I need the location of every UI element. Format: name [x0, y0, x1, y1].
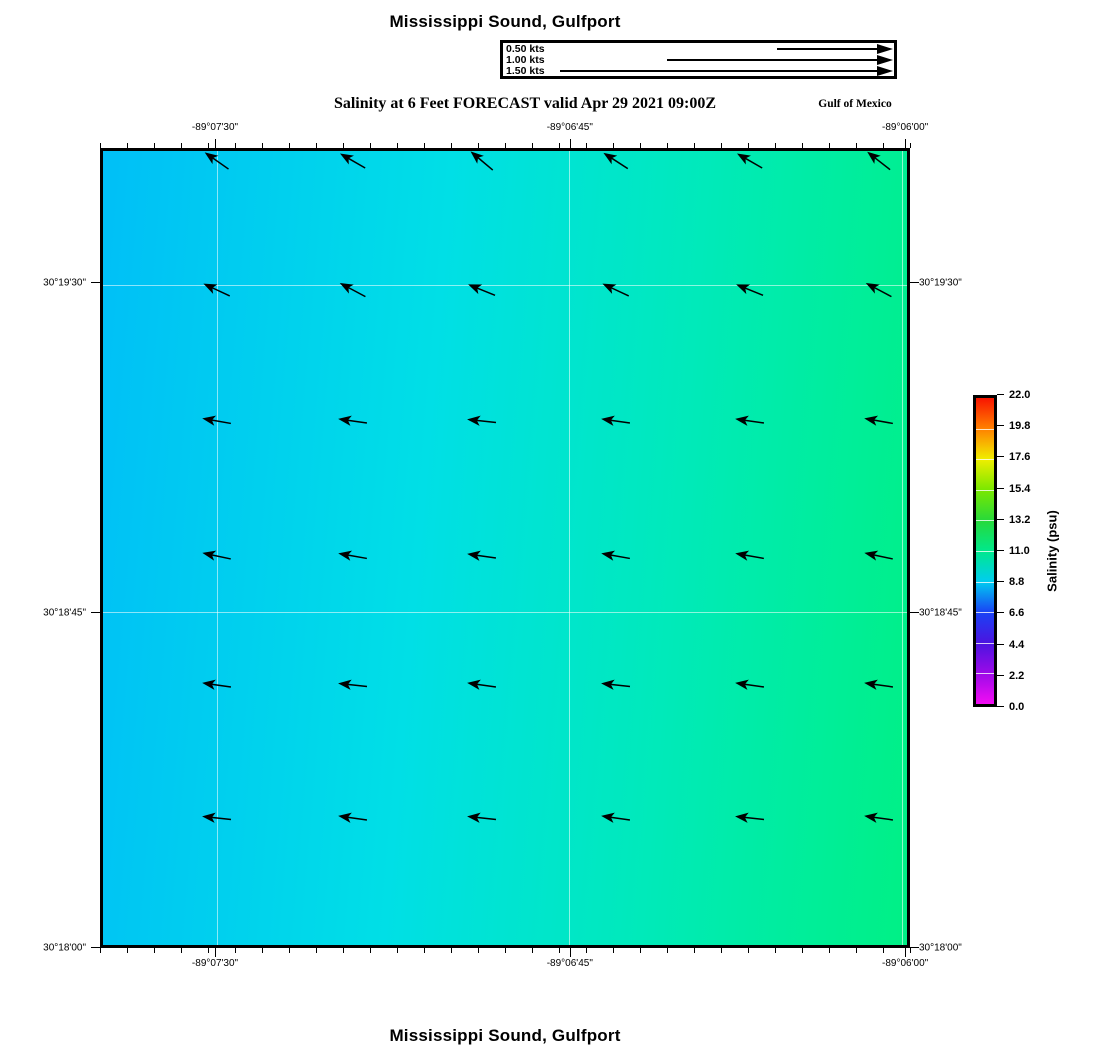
arrowhead-icon: [863, 548, 878, 561]
axis-minor-tick: [748, 948, 749, 953]
latitude-tick-label: 30°18'00": [919, 942, 962, 954]
colorbar-tick-label: 8.8: [1009, 576, 1025, 589]
arrowhead-icon: [600, 548, 615, 560]
longitude-tick-label: -89°06'00": [882, 958, 929, 969]
current-vector-arrow: [337, 809, 369, 827]
axis-minor-tick: [289, 948, 290, 953]
colorbar-tick: [997, 394, 1004, 395]
longitude-tick-label: -89°07'30": [191, 958, 239, 969]
axis-major-tick: [570, 948, 571, 957]
longitude-tick-label: -89°07'30": [191, 122, 239, 133]
current-vector-arrow: [600, 546, 632, 565]
grid-line: [902, 151, 903, 945]
axis-minor-tick: [883, 948, 884, 953]
colorbar-separator: [976, 459, 994, 460]
legend-row: [503, 54, 894, 65]
axis-minor-tick: [208, 948, 209, 953]
axis-major-tick: [910, 612, 919, 613]
arrow-tail: [610, 684, 630, 686]
arrow-tail: [212, 420, 231, 423]
axis-major-tick: [91, 947, 100, 948]
current-vector-arrow: [337, 412, 369, 430]
arrow-tail: [477, 684, 496, 687]
current-vector-arrow: [600, 412, 632, 430]
latitude-labels-left: [0, 148, 88, 954]
current-vector-arrow: [202, 809, 233, 826]
arrow-tail: [610, 817, 629, 820]
arrow-tail: [873, 555, 892, 559]
axis-major-tick: [215, 948, 216, 957]
axis-minor-tick: [235, 948, 236, 953]
colorbar-tick-label: 0.0: [1009, 701, 1025, 713]
colorbar-tick: [997, 488, 1004, 489]
colorbar-separator: [976, 429, 994, 430]
current-vector-arrow: [201, 546, 233, 566]
colorbar-tick-label: 19.8: [1009, 420, 1031, 433]
colorbar-separator: [976, 520, 994, 521]
current-vector-arrow: [201, 676, 233, 694]
current-vector-arrow: [863, 411, 895, 430]
arrow-tail: [212, 555, 231, 559]
colorbar-tick: [997, 550, 1004, 551]
axis-minor-tick: [478, 948, 479, 953]
arrowhead-icon: [735, 149, 752, 164]
axis-minor-tick: [532, 948, 533, 953]
axis-major-tick: [910, 282, 919, 283]
arrowhead-icon: [202, 148, 219, 164]
arrow-tail: [348, 287, 365, 296]
axis-minor-tick: [586, 948, 587, 953]
longitude-tick-label: -89°06'00": [882, 122, 929, 133]
axis-minor-tick: [181, 948, 182, 953]
y-axis-ticks-left: [91, 148, 100, 948]
current-vector-arrow: [337, 277, 370, 303]
colorbar-separator: [976, 643, 994, 644]
colorbar-tick: [997, 425, 1004, 426]
legend-arrow-line: [667, 59, 881, 61]
current-vector-arrow: [201, 411, 233, 430]
arrowhead-icon: [337, 811, 351, 823]
arrow-tail: [477, 420, 497, 422]
legend-speed-label: 1.50 kts: [506, 64, 545, 77]
axis-minor-tick: [397, 948, 398, 953]
legend-row: [503, 65, 894, 76]
colorbar-tick-label: 6.6: [1009, 607, 1025, 620]
colorbar-separator: [976, 551, 994, 552]
colorbar-tick: [997, 612, 1004, 613]
axis-minor-tick: [829, 948, 830, 953]
grid-line: [569, 151, 570, 945]
arrow-tail: [610, 420, 629, 423]
current-speed-legend: [500, 40, 897, 79]
arrow-tail: [610, 555, 629, 558]
current-vector-arrow: [863, 809, 895, 827]
axis-minor-tick: [775, 948, 776, 953]
colorbar-tick: [997, 456, 1004, 457]
axis-minor-tick: [451, 948, 452, 953]
colorbar-tick-label: 22.0: [1009, 389, 1031, 401]
arrow-tail: [347, 420, 366, 423]
arrowhead-icon: [467, 678, 481, 690]
arrow-tail: [477, 817, 497, 819]
axis-minor-tick: [856, 948, 857, 953]
colorbar-separator: [976, 612, 994, 613]
arrow-tail: [477, 555, 496, 558]
arrow-tail: [611, 288, 629, 296]
latitude-tick-label: 30°19'30": [919, 277, 962, 289]
arrow-tail: [347, 684, 367, 686]
arrowhead-icon: [735, 414, 749, 426]
current-vector-arrow: [862, 277, 895, 303]
colorbar-tick-label: 2.2: [1009, 669, 1025, 682]
arrow-tail: [873, 817, 892, 820]
arrowhead-icon: [601, 148, 618, 164]
arrowhead-icon: [337, 278, 353, 293]
plot-subtitle: Salinity at 6 Feet FORECAST valid Apr 29 2021 09:00Z: [333, 95, 717, 112]
axis-major-tick: [905, 948, 906, 957]
arrow-tail: [874, 157, 890, 169]
colorbar-tick-label: 17.6: [1009, 451, 1031, 464]
current-vector-arrow: [600, 148, 633, 175]
grid-line: [103, 612, 907, 613]
axis-minor-tick: [262, 948, 263, 953]
legend-arrow-line: [777, 48, 881, 50]
colorbar-tick: [997, 519, 1004, 520]
latitude-tick-label: 30°18'45": [43, 607, 86, 619]
arrow-tail: [745, 158, 762, 168]
current-vector-arrow: [467, 809, 498, 826]
arrow-tail: [212, 817, 232, 819]
arrow-tail: [478, 157, 493, 170]
page-title: Mississippi Sound, Gulfport: [389, 12, 621, 31]
arrow-tail: [745, 684, 764, 687]
axis-minor-tick: [640, 948, 641, 953]
axis-minor-tick: [667, 948, 668, 953]
colorbar-tick-label: 4.4: [1009, 638, 1025, 651]
axis-major-tick: [91, 282, 100, 283]
axis-major-tick: [905, 139, 906, 148]
axis-minor-tick: [613, 948, 614, 953]
arrow-tail: [745, 555, 764, 558]
legend-speed-label: 1.00 kts: [506, 53, 545, 66]
longitude-tick-label: -89°06'45": [546, 958, 593, 969]
arrow-tail: [347, 555, 366, 558]
colorbar-tick-label: 15.4: [1009, 482, 1031, 495]
longitude-labels-top: [100, 122, 929, 136]
arrowhead-icon: [201, 413, 216, 425]
current-vector-arrow: [734, 148, 767, 174]
colorbar-ticks: [997, 395, 1005, 707]
axis-minor-tick: [721, 948, 722, 953]
current-vector-arrow: [467, 412, 498, 429]
axis-minor-tick: [559, 948, 560, 953]
arrowhead-icon: [735, 548, 750, 560]
arrow-tail: [745, 288, 763, 295]
latitude-tick-label: 30°18'45": [919, 607, 962, 619]
axis-minor-tick: [505, 948, 506, 953]
colorbar-tick-labels: [1009, 389, 1049, 713]
current-vector-arrow: [734, 278, 767, 302]
arrow-tail: [212, 684, 231, 687]
arrowhead-icon: [735, 678, 749, 690]
current-vector-arrow: [337, 546, 369, 565]
arrowhead-icon: [201, 548, 216, 561]
colorbar-tick: [997, 675, 1004, 676]
current-vector-arrow: [735, 809, 766, 826]
arrow-tail: [611, 158, 628, 169]
current-vector-arrow: [863, 546, 895, 566]
legend-arrow-line: [560, 70, 881, 72]
arrowhead-icon: [201, 279, 217, 294]
arrowhead-icon: [600, 279, 616, 294]
colorbar-title: Salinity (psu): [1044, 510, 1060, 592]
arrowhead-icon: [337, 149, 354, 164]
legend-arrowhead-icon: [877, 55, 893, 65]
axis-minor-tick: [370, 948, 371, 953]
grid-line: [103, 945, 907, 946]
current-vector-arrow: [734, 412, 766, 430]
current-vector-arrow: [600, 809, 632, 827]
arrow-tail: [745, 420, 764, 423]
colorbar-tick-label: 11.0: [1009, 545, 1030, 557]
arrowhead-icon: [467, 280, 483, 294]
basin-label: Gulf of Mexico: [818, 98, 892, 110]
current-vector-arrow: [467, 676, 499, 694]
current-vector-arrow: [863, 148, 895, 176]
arrow-tail: [213, 158, 229, 169]
axis-minor-tick: [802, 948, 803, 953]
axis-minor-tick: [343, 948, 344, 953]
current-vector-arrow: [466, 148, 498, 176]
arrow-tail: [347, 817, 366, 820]
arrow-tail: [212, 288, 230, 296]
arrowhead-icon: [734, 280, 750, 294]
axis-minor-tick: [316, 948, 317, 953]
axis-minor-tick: [910, 948, 911, 953]
current-vector-arrow: [600, 676, 631, 693]
current-vector-arrow: [734, 676, 766, 694]
arrowhead-icon: [864, 148, 881, 164]
colorbar-separator: [976, 673, 994, 674]
footer-title: Mississippi Sound, Gulfport: [389, 1026, 621, 1045]
current-vector-arrow: [466, 278, 499, 302]
axis-major-tick: [910, 947, 919, 948]
arrowhead-icon: [337, 414, 351, 426]
current-vector-arrow: [599, 277, 632, 302]
current-vector-arrow: [734, 546, 766, 565]
colorbar-separator: [976, 490, 994, 491]
arrow-tail: [477, 288, 495, 295]
axis-major-tick: [570, 139, 571, 148]
current-vector-arrow: [337, 676, 368, 693]
arrow-tail: [348, 158, 365, 168]
x-axis-ticks-bottom: [100, 948, 910, 957]
legend-arrowhead-icon: [877, 44, 893, 54]
arrow-tail: [745, 817, 765, 819]
latitude-tick-label: 30°18'00": [43, 942, 86, 954]
salinity-colorbar: [973, 395, 997, 707]
legend-speed-label: 0.50 kts: [506, 42, 545, 55]
arrowhead-icon: [863, 278, 879, 293]
longitude-labels-bottom: [100, 958, 929, 972]
arrow-tail: [873, 684, 892, 687]
longitude-tick-label: -89°06'45": [546, 122, 593, 133]
colorbar-tick: [997, 706, 1004, 707]
salinity-map: [100, 148, 910, 948]
current-vector-arrow: [467, 547, 499, 565]
arrowhead-icon: [467, 549, 481, 561]
latitude-tick-label: 30°19'30": [43, 277, 86, 289]
arrowhead-icon: [337, 548, 352, 560]
colorbar-separator: [976, 582, 994, 583]
y-axis-ticks-right: [910, 148, 919, 948]
axis-minor-tick: [424, 948, 425, 953]
axis-major-tick: [91, 612, 100, 613]
colorbar-tick: [997, 581, 1004, 582]
legend-row: [503, 43, 894, 54]
axis-minor-tick: [154, 948, 155, 953]
x-axis-ticks-top: [100, 139, 910, 148]
current-vector-arrow: [863, 676, 895, 694]
axis-minor-tick: [100, 948, 101, 953]
arrowhead-icon: [863, 413, 878, 425]
arrow-tail: [874, 287, 891, 296]
arrow-tail: [873, 420, 892, 423]
colorbar-tick-label: 13.2: [1009, 513, 1031, 526]
axis-minor-tick: [694, 948, 695, 953]
arrowhead-icon: [202, 678, 216, 690]
colorbar-tick: [997, 644, 1004, 645]
current-vector-arrow: [337, 148, 370, 174]
axis-minor-tick: [127, 948, 128, 953]
legend-arrowhead-icon: [877, 66, 893, 76]
axis-major-tick: [215, 139, 216, 148]
